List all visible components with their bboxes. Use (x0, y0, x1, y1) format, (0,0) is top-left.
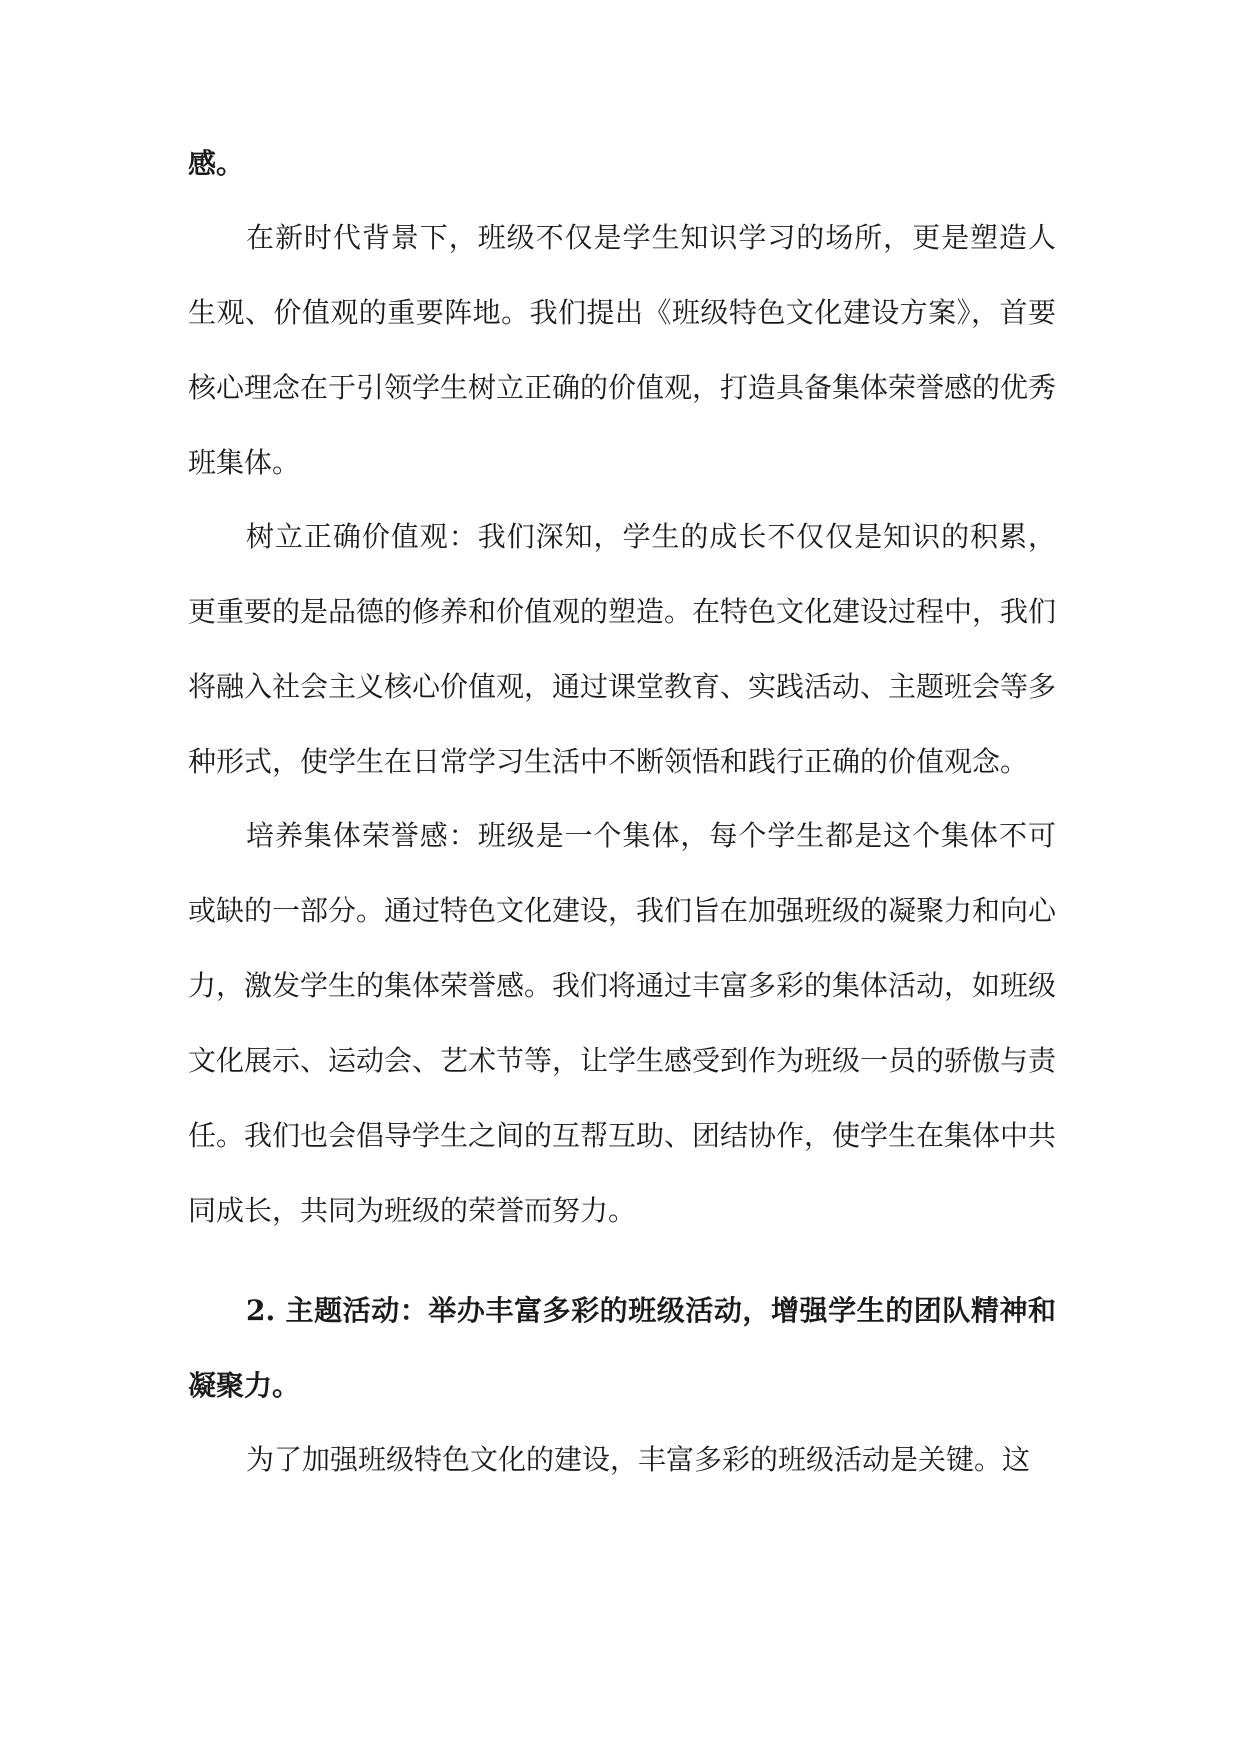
section-heading: 2. 主题活动：举办丰富多彩的班级活动，增强学生的团队精神和凝聚力。 (188, 1294, 1056, 1402)
document-page (188, 147, 1057, 1497)
paragraph-1: 在新时代背景下，班级不仅是学生知识学习的场所，更是塑造人生观、价值观的重要阵地。我们提出《班级特色文化建设方案》，首要核心理念在于引领学生树立正确的价值观，打造具备集体荣誉感的优秀班集体。 (188, 221, 1057, 479)
paragraph-2: 树立正确价值观：我们深知，学生的成长不仅仅是知识的积累，更重要的是品德的修养和价值观的塑造。在特色文化建设过程中，我们将融入社会主义核心价值观，通过课堂教育、实践活动、主题班会等多种形式，使学生在日常学习生活中不断领悟和践行正确的价值观念。 (188, 520, 1057, 778)
paragraph-3: 培养集体荣誉感：班级是一个集体，每个学生都是这个集体不可或缺的一部分。通过特色文化建设，我们旨在加强班级的凝聚力和向心力，激发学生的集体荣誉感。我们将通过丰富多彩的集体活动，如班级文化展示、运动会、艺术节等，让学生感受到作为班级一员的骄傲与责任。我们也会倡导学生之间的互帮互助、团结协作，使学生在集体中共同成长，共同为班级的荣誉而努力。 (188, 819, 1057, 1227)
paragraph-4: 为了加强班级特色文化的建设，丰富多彩的班级活动是关键。这 (246, 1443, 1031, 1476)
continuation-text: 感。 (188, 147, 245, 180)
